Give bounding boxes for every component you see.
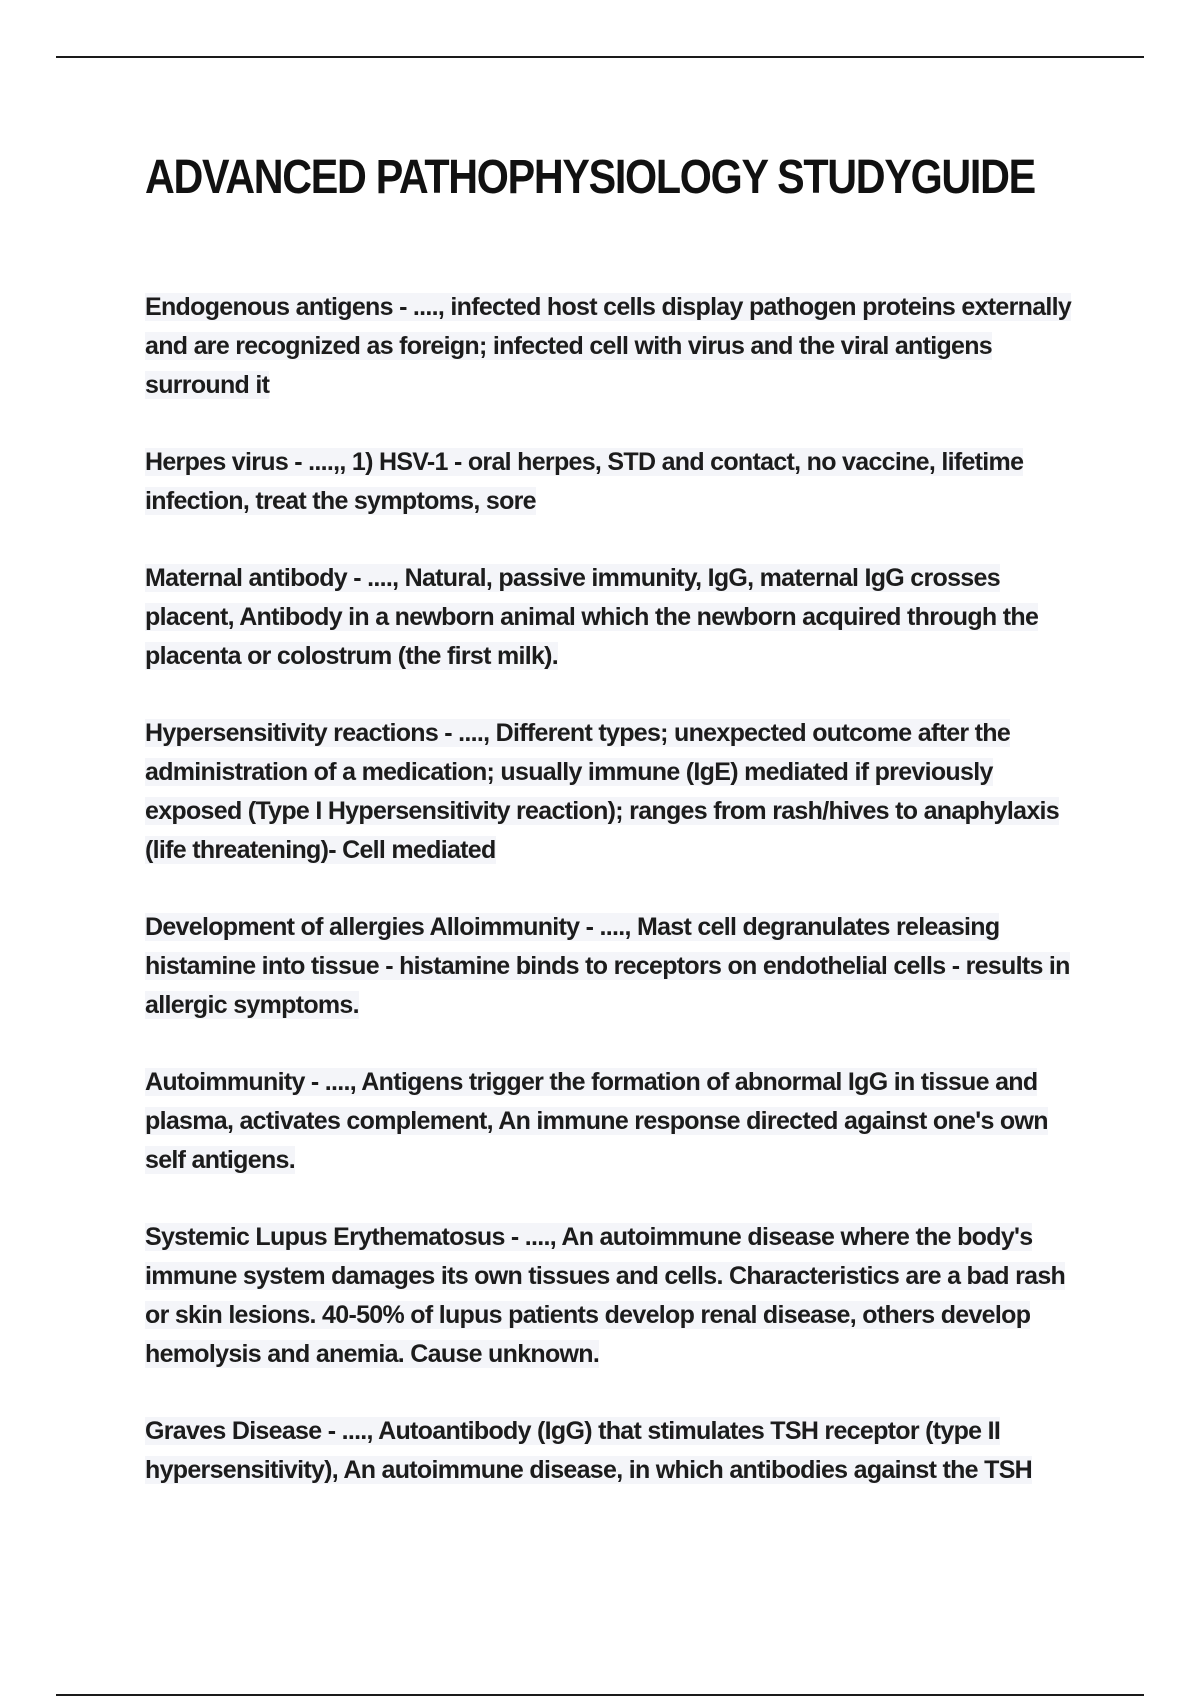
entry-text: Graves Disease - ...., Autoantibody (IgG) that stimulates TSH receptor (type II hypersensitivity), An autoimmune disease, in which antibodies against the TSH bbox=[145, 1417, 1033, 1484]
study-entry bbox=[145, 908, 1085, 1025]
study-entries bbox=[145, 288, 1085, 1528]
study-entry bbox=[145, 1063, 1085, 1180]
study-entry bbox=[145, 288, 1085, 405]
entry-text: Systemic Lupus Erythematosus - ...., An autoimmune disease where the body's immune system damages its own tissues and cells. Characteristics are a bad rash or skin lesions. 40-50% of lupus patients develop renal disease, others develop hemolysis and anemia. Cause unknown. bbox=[145, 1223, 1066, 1368]
bottom-divider bbox=[56, 1694, 1144, 1696]
study-entry bbox=[145, 1218, 1085, 1374]
entry-text: Endogenous antigens - ...., infected host cells display pathogen proteins externally and are recognized as foreign; infected cell with virus and the viral antigens surround it bbox=[145, 293, 1072, 399]
entry-text: Development of allergies Alloimmunity - ...., Mast cell degranulates releasing histamine into tissue - histamine binds to receptors on endothelial cells - results in allergic symptoms. bbox=[145, 913, 1070, 1019]
top-divider bbox=[56, 56, 1144, 58]
page-title: ADVANCED PATHOPHYSIOLOGY STUDYGUIDE bbox=[145, 151, 1035, 204]
study-entry bbox=[145, 559, 1085, 676]
study-entry bbox=[145, 443, 1085, 521]
entry-text: Herpes virus - ....,, 1) HSV-1 - oral herpes, STD and contact, no vaccine, lifetime infection, treat the symptoms, sore bbox=[145, 448, 1024, 515]
study-entry bbox=[145, 714, 1085, 870]
entry-text: Hypersensitivity reactions - ...., Different types; unexpected outcome after the administration of a medication; usually immune (IgE) mediated if previously exposed (Type I Hypersensitivity reaction); ranges from rash/hives to anaphylaxis (life threatening)- Cell mediated bbox=[145, 719, 1059, 864]
entry-text: Maternal antibody - ...., Natural, passive immunity, IgG, maternal IgG crosses placent, Antibody in a newborn animal which the newborn acquired through the placenta or colostrum (the first milk). bbox=[145, 564, 1039, 670]
study-entry bbox=[145, 1412, 1085, 1490]
entry-text: Autoimmunity - ...., Antigens trigger the formation of abnormal IgG in tissue and plasma, activates complement, An immune response directed against one's own self antigens. bbox=[145, 1068, 1048, 1174]
